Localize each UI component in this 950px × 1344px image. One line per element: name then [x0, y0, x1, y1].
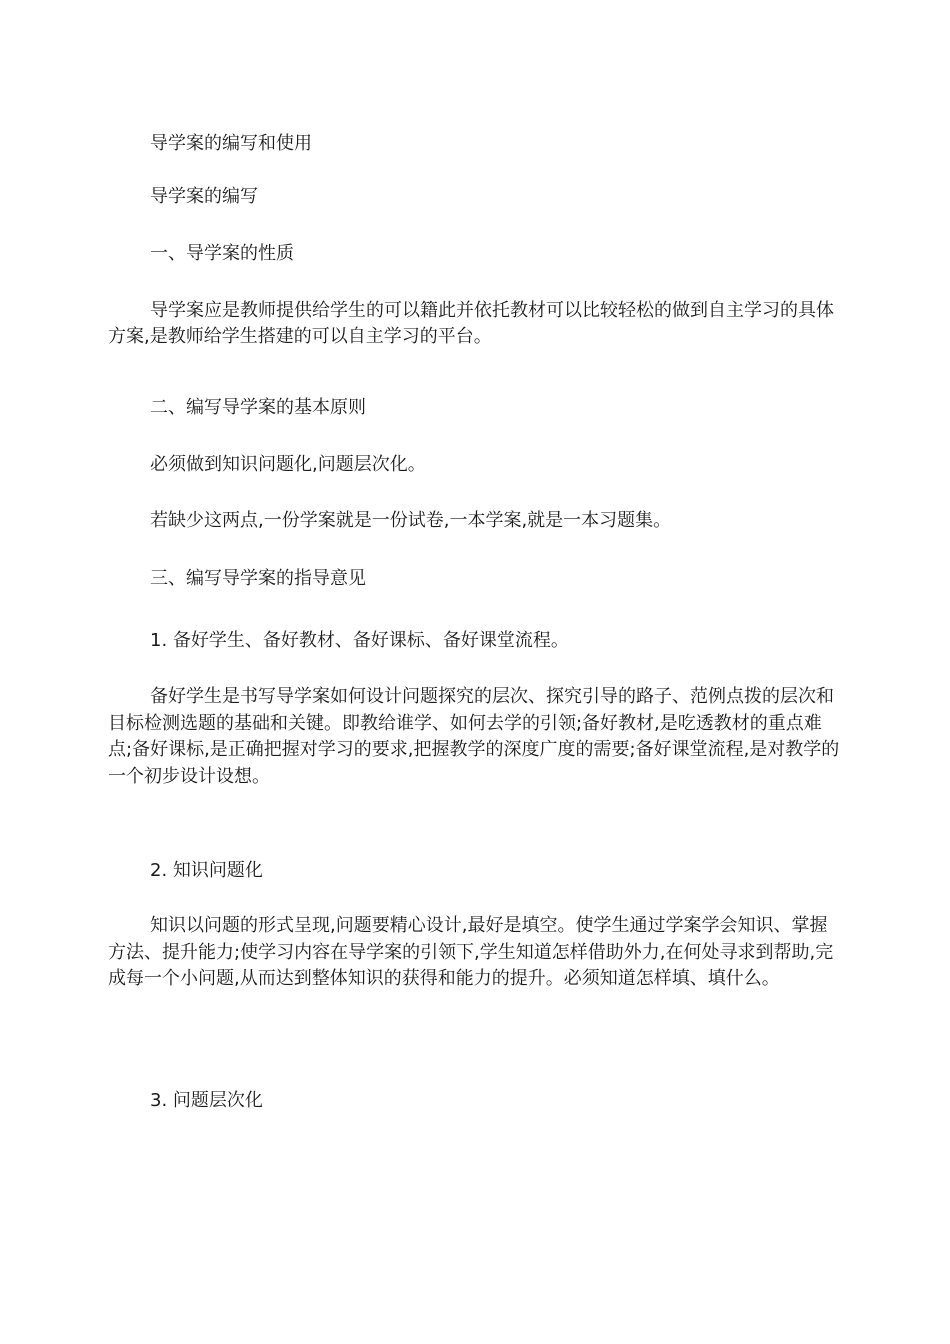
section1-heading: 一、导学案的性质 — [150, 243, 294, 264]
section2-heading: 二、编写导学案的基本原则 — [150, 397, 366, 418]
document-title: 导学案的编写和使用 — [150, 133, 312, 154]
item1-heading: 1. 备好学生、备好教材、备好课标、备好课堂流程。 — [150, 630, 569, 651]
item2-heading: 2. 知识问题化 — [150, 860, 263, 881]
document-subtitle: 导学案的编写 — [150, 186, 258, 207]
section3-heading: 三、编写导学案的指导意见 — [150, 568, 366, 589]
item1-paragraph: 备好学生是书写导学案如何设计问题探究的层次、探究引导的路子、范例点拨的层次和目标检测选题的基础和关键。即教给谁学、如何去学的引领;备好教材,是吃透教材的重点难点;备好课标,是正确把握对学习的要求,把握教学的深度广度的需要;备好课堂流程,是对教学的一个初步设计设想。 — [108, 686, 840, 788]
section2-line-2: 若缺少这两点,一份学案就是一份试卷,一本学案,就是一本习题集。 — [150, 510, 672, 531]
section2-line-1: 必须做到知识问题化,问题层次化。 — [150, 454, 426, 475]
section1-paragraph: 导学案应是教师提供给学生的可以籍此并依托教材可以比较轻松的做到自主学习的具体方案,是教师给学生搭建的可以自主学习的平台。 — [108, 300, 834, 347]
item2-paragraph: 知识以问题的形式呈现,问题要精心设计,最好是填空。使学生通过学案学会知识、掌握方法、提升能力;使学习内容在导学案的引领下,学生知道怎样借助外力,在何处寻求到帮助,完成每一个小问题,从而达到整体知识的获得和能力的提升。必须知道怎样填、填什么。 — [108, 915, 834, 990]
item3-heading: 3. 问题层次化 — [150, 1090, 263, 1111]
